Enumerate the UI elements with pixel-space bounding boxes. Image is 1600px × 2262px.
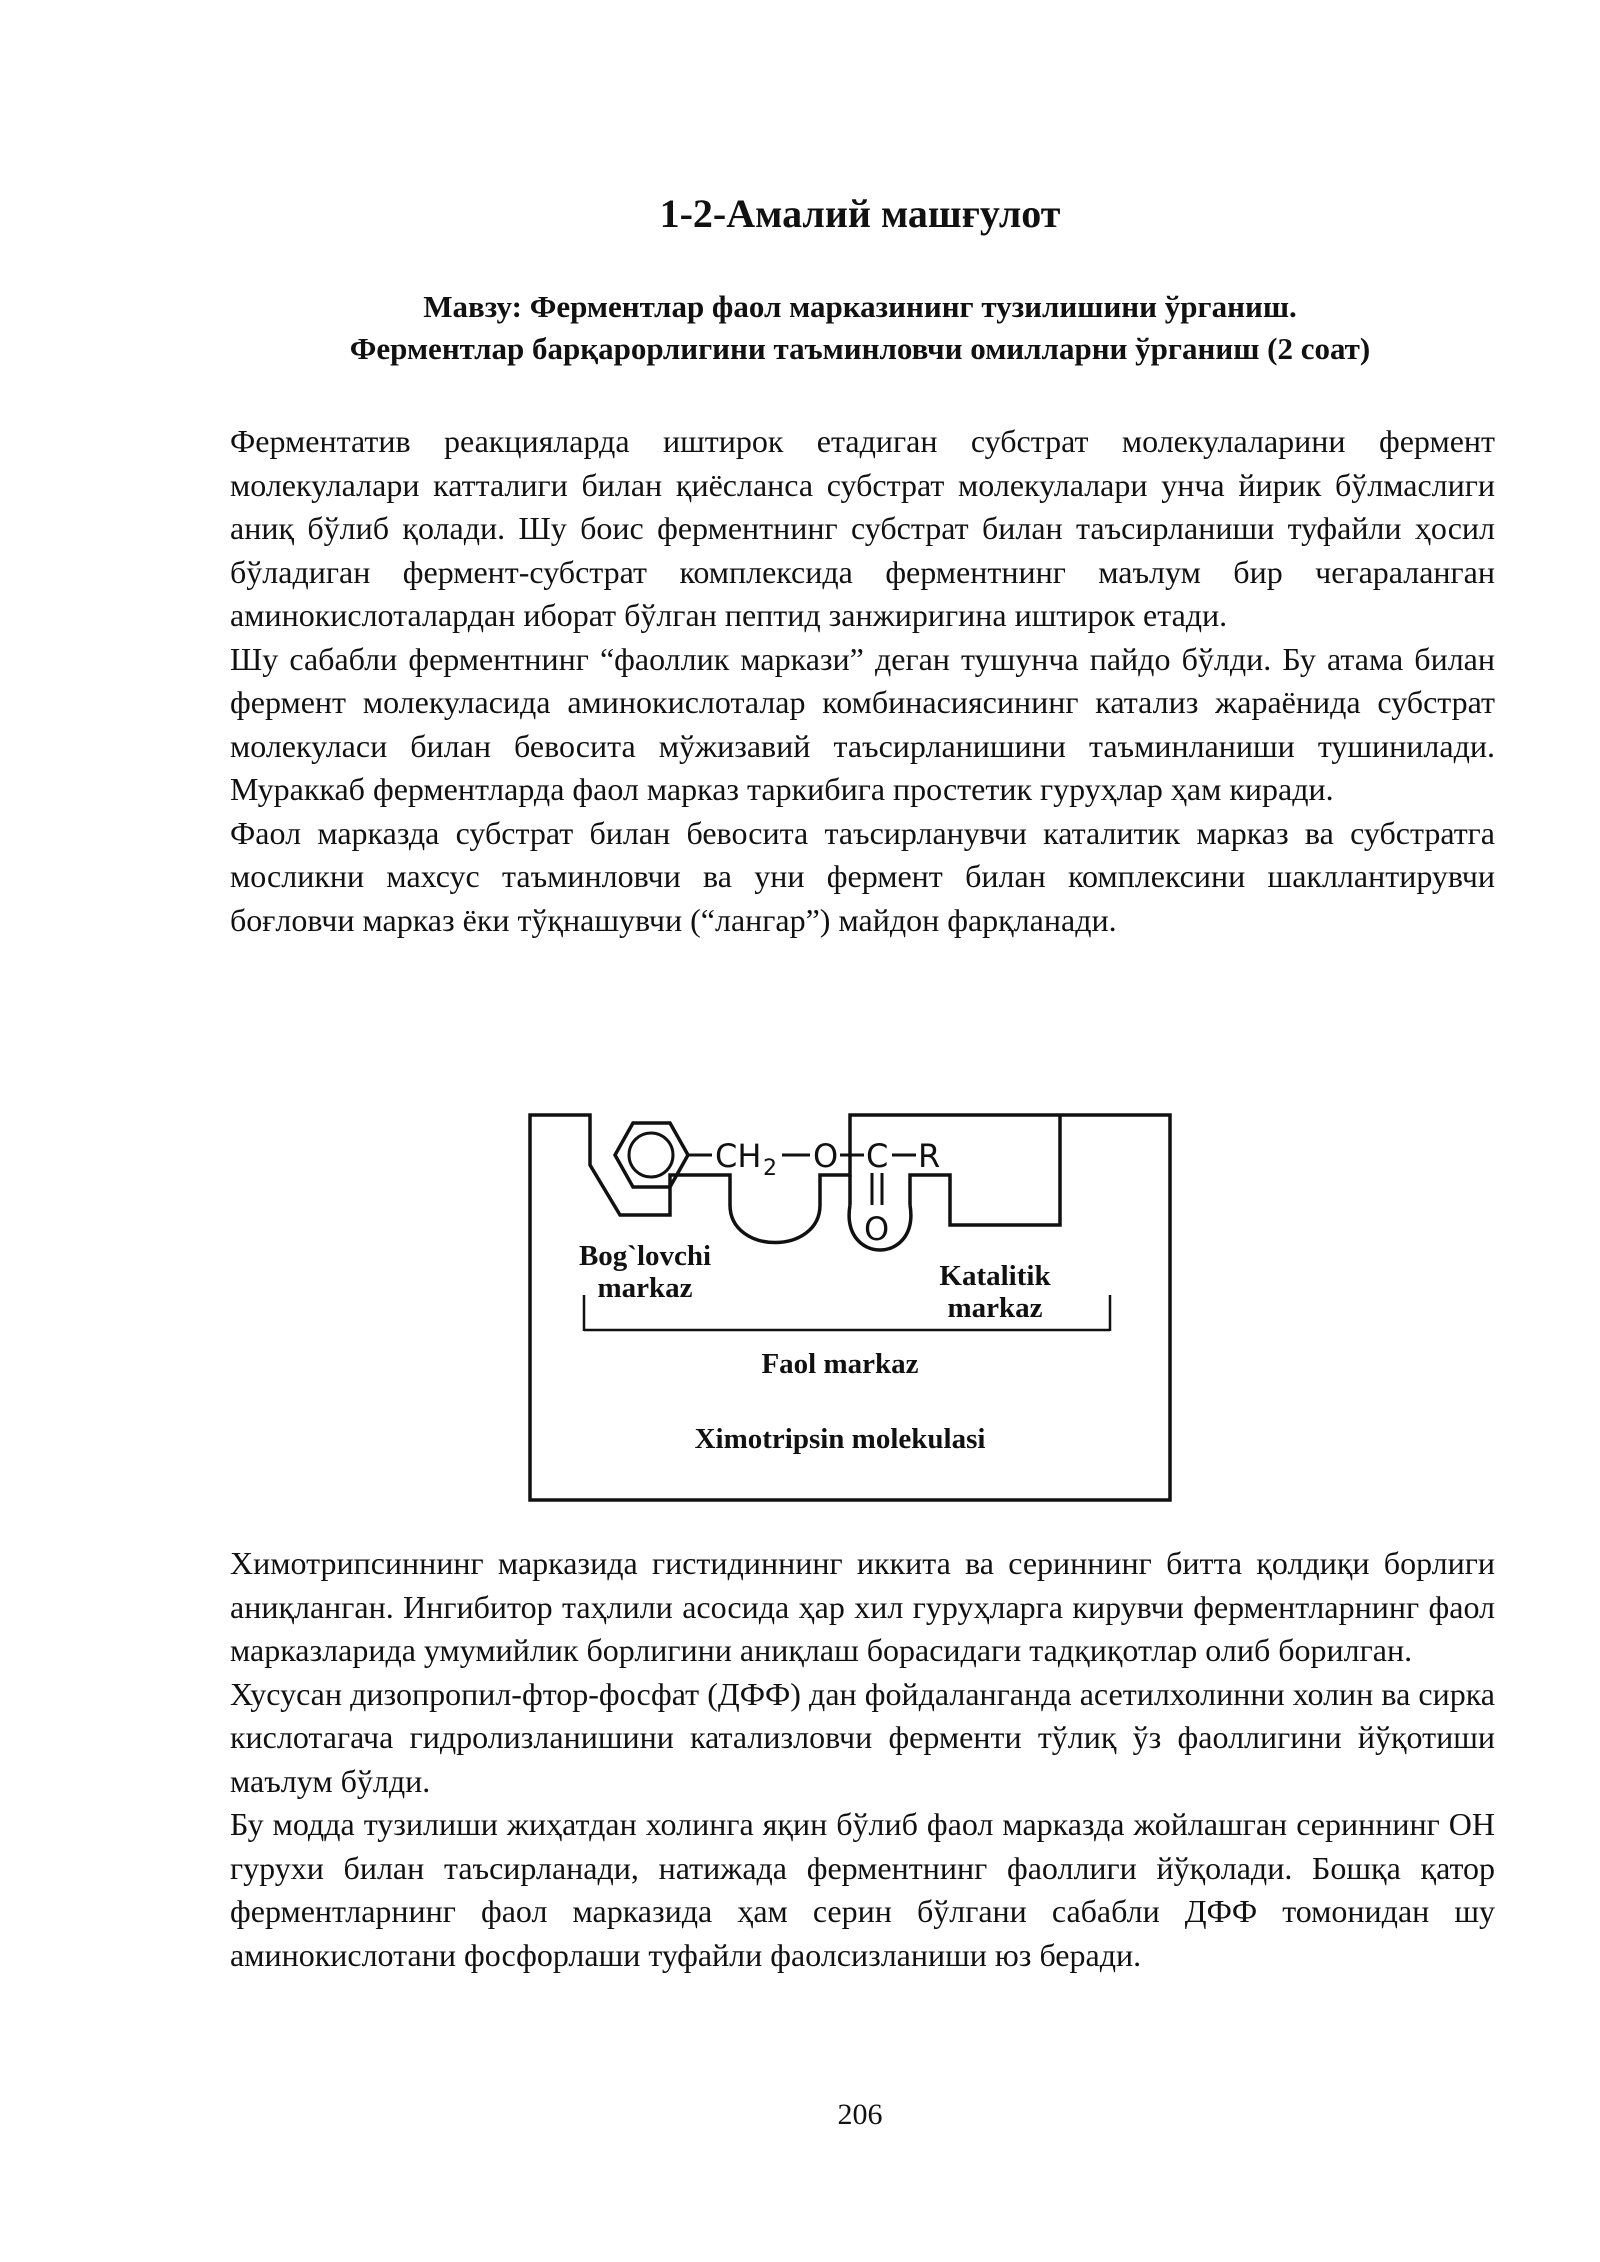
catalytic-center-label: Katalitik markaz [939,1260,1051,1324]
benzene-inner-circle [629,1133,673,1177]
paragraph: Шу сабабли ферментнинг “фаоллик маркази” деган тушунча пайдо бўлди. Бу атама билан фермент молекуласида аминокислоталар комбинасиясининг катализ жараёнида субстрат молекуласи билан бевосита мўжизавий таъсирланишини таъминланиши тушинилади. Мураккаб ферментларда фаол марказ таркибига простетик гуруҳлар ҳам киради. [230,640,1495,807]
body-text-bottom [230,1542,1495,1977]
topic-line-2: Ферментлар барқарорлигини таъминловчи омилларни ўрганиш (2 соат) [349,331,1371,366]
page-number: 206 [837,2098,883,2131]
formula-o: O [813,1137,839,1175]
active-center-diagram [520,1105,1190,1505]
formula-carbonyl-o: O [864,1210,890,1248]
formula-sub-2: 2 [763,1156,777,1181]
formula-r: R [918,1137,941,1175]
paragraph: Химотрипсиннинг марказида гистидиннинг иккита ва сериннинг битта қолдиқи борлиги аниқланган. Ингибитор таҳлили асосида ҳар хил гуруҳларга кирувчи ферментларнинг фаол марказларида умумийлик борлигини аниқлаш борасидаги тадқиқотлар олиб борилган. [230,1545,1495,1668]
binding-center-label: Bog`lovchi markaz [578,1240,712,1304]
formula-c: C [866,1137,889,1175]
topic-heading [230,286,1490,370]
active-center-label: Faol markaz [761,1348,919,1380]
body-text-top [230,420,1495,942]
paragraph: Бу модда тузилиши жиҳатдан холинга яқин бўлиб фаол марказда жойлашган сериннинг ОН гурухи билан таъсирланади, натижада ферментнинг фаоллиги йўқолади. Бошқа қатор ферментларнинг фаол марказида ҳам серин бўлгани сабабли ДФФ томонидан шу аминокислотани фосфорлаши туфайли фаолсизланиши юз беради. [230,1806,1495,1973]
paragraph: Хусусан дизопропил-фтор-фосфат (ДФФ) дан фойдаланганда асетилхолинни холин ва сирка кислотагача гидролизланишини катализловчи ферменти тўлиқ ўз фаоллигини йўқотиши маълум бўлди. [230,1675,1495,1799]
paragraph: Ферментатив реакцияларда иштирок етадиган субстрат молекулаларини фермент молекулалари катталиги билан қиёсланса субстрат молекулалари унча йирик бўлмаслиги аниқ бўлиб қолади. Шу боис ферментнинг субстрат билан таъсирланиши туфайли ҳосил бўладиган фермент-субстрат комплексида ферментнинг маълум бир чегараланган аминокислоталардан иборат бўлган пептид занжиригина иштирок етади. [230,423,1495,633]
page-title: 1-2-Амалий машғулот [659,191,1061,236]
formula-ch2: CH [715,1137,762,1175]
topic-line-1: Мавзу: Ферментлар фаол марказининг тузилишини ўрганиш. [423,289,1297,324]
molecule-label: Ximotripsin molekulasi [694,1423,986,1455]
paragraph: Фаол марказда субстрат билан бевосита таъсирланувчи каталитик марказ ва субстратга мосликни махсус таъминловчи ва уни фермент билан комплексини шакллантирувчи боғловчи марказ ёки тўқнашувчи (“лангар”) майдон фарқланади. [230,814,1495,938]
